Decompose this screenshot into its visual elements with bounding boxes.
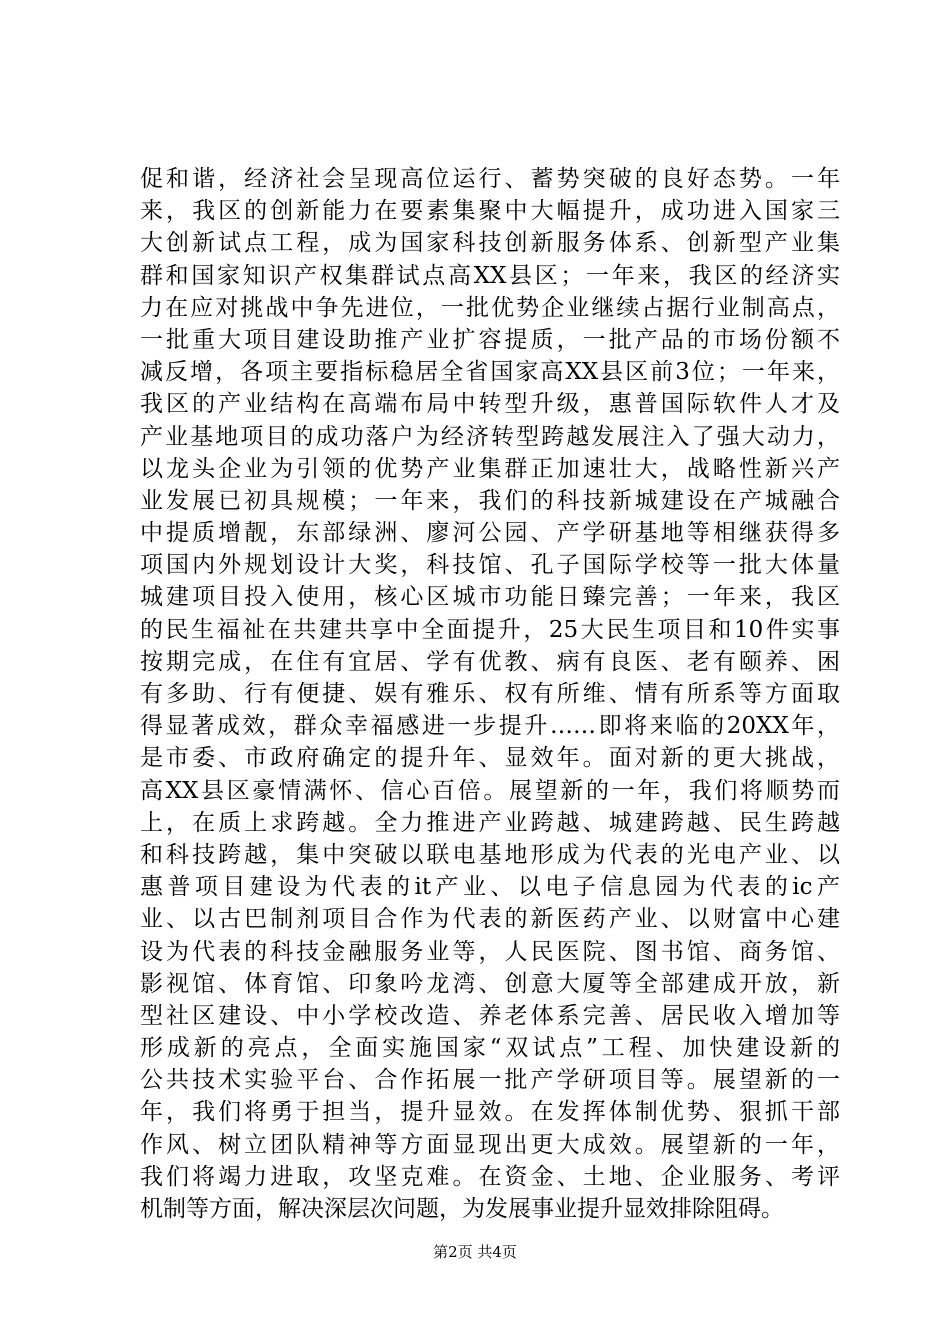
paragraph-line: 一批重大项目建设助推产业扩容提质，一批产品的市场份额不 (140, 326, 840, 353)
paragraph-line: 以龙头企业为引领的优势产业集群正加速壮大，战略性新兴产 (140, 455, 840, 482)
paragraph-line: 上，在质上求跨越。全力推进产业跨越、城建跨越、民生跨越 (140, 809, 840, 836)
paragraph-line: 的民生福祉在共建共享中全面提升，25大民生项目和10件实事 (140, 616, 840, 643)
paragraph-line: 得显著成效，群众幸福感进一步提升……即将来临的20XX年， (140, 713, 840, 740)
paragraph-line: 促和谐，经济社会呈现高位运行、蓄势突破的良好态势。一年 (140, 166, 840, 192)
paragraph-line: 力在应对挑战中争先进位，一批优势企业继续占据行业制高点， (140, 294, 840, 321)
paragraph-line: 是市委、市政府确定的提升年、显效年。面对新的更大挑战， (140, 745, 840, 772)
paragraph-line: 型社区建设、中小学校改造、养老体系完善、居民收入增加等 (140, 1002, 840, 1029)
paragraph-line: 高XX县区豪情满怀、信心百倍。展望新的一年，我们将顺势而 (140, 777, 840, 804)
paragraph-line: 我区的产业结构在高端布局中转型升级，惠普国际软件人才及 (140, 391, 840, 418)
paragraph-line: 公共技术实验平台、合作拓展一批产学研项目等。展望新的一 (140, 1067, 840, 1094)
paragraph-line: 惠普项目建设为代表的it产业、以电子信息园为代表的ic产 (140, 874, 840, 901)
paragraph-line: 大创新试点工程，成为国家科技创新服务体系、创新型产业集 (140, 230, 840, 257)
paragraph-line: 和科技跨越，集中突破以联电基地形成为代表的光电产业、以 (140, 841, 840, 868)
paragraph-line: 影视馆、体育馆、印象吟龙湾、创意大厦等全部建成开放，新 (140, 970, 840, 997)
paragraph-line: 有多助、行有便捷、娱有雅乐、权有所维、情有所系等方面取 (140, 681, 840, 707)
paragraph-line: 中提质增靓，东部绿洲、廖河公园、产学研基地等相继获得多 (140, 520, 840, 547)
paragraph-line: 设为代表的科技金融服务业等，人民医院、图书馆、商务馆、 (140, 938, 840, 965)
paragraph-line: 来，我区的创新能力在要素集聚中大幅提升，成功进入国家三 (140, 198, 840, 225)
paragraph-line: 年，我们将勇于担当，提升显效。在发挥体制优势、狠抓干部 (140, 1099, 840, 1126)
paragraph-line: 业发展已初具规模；一年来，我们的科技新城建设在产城融合 (140, 487, 840, 514)
paragraph-line: 减反增，各项主要指标稳居全省国家高XX县区前3位；一年来， (140, 359, 840, 386)
paragraph-line: 产业基地项目的成功落户为经济转型跨越发展注入了强大动力， (140, 423, 840, 450)
paragraph-line: 城建项目投入使用，核心区城市功能日臻完善；一年来，我区 (140, 584, 840, 611)
paragraph-line: 形成新的亮点，全面实施国家“双试点”工程、加快建设新的 (140, 1035, 840, 1062)
paragraph-line: 我们将竭力进取，攻坚克难。在资金、土地、企业服务、考评 (140, 1163, 840, 1190)
paragraph-line: 群和国家知识产权集群试点高XX县区；一年来，我区的经济实 (140, 262, 840, 289)
paragraph-line: 项国内外规划设计大奖，科技馆、孔子国际学校等一批大体量 (140, 552, 840, 579)
paragraph-line: 业、以古巴制剂项目合作为代表的新医药产业、以财富中心建 (140, 906, 840, 933)
body-text (140, 163, 840, 1225)
paragraph-line: 按期完成，在住有宜居、学有优教、病有良医、老有颐养、困 (140, 648, 840, 675)
paragraph-line: 机制等方面，解决深层次问题，为发展事业提升显效排除阻碍。 (140, 1196, 784, 1222)
paragraph-line: 作风、树立团队精神等方面显现出更大成效。展望新的一年， (140, 1131, 840, 1158)
page-number-footer: 第2页 共4页 (433, 1243, 517, 1261)
